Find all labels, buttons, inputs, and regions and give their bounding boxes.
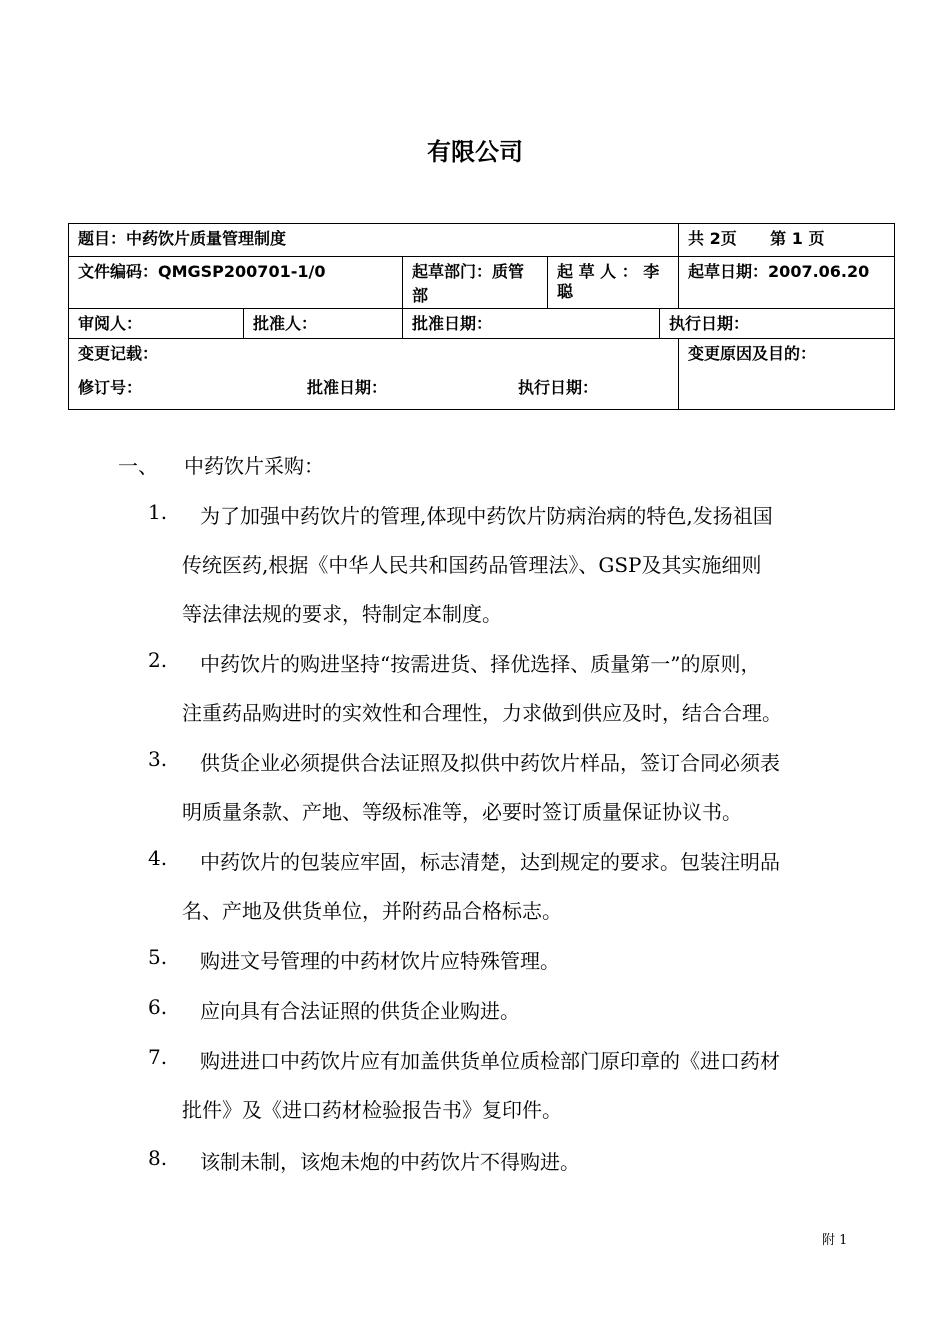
item-text-line: 供货企业必须提供合法证照及拟供中药饮片样品，签订合同必须表 <box>200 751 780 775</box>
change-reason-cell: 变更原因及目的： <box>679 339 895 410</box>
approve-date-cell: 批准日期： <box>403 309 660 339</box>
document-title: 有限公司 <box>427 138 523 166</box>
approver-cell: 批准人： <box>244 309 403 339</box>
page-count-cell: 共 2页 第 1 页 <box>679 224 895 257</box>
item-number: 7. <box>148 1045 168 1069</box>
section-number: 一、 <box>118 454 158 478</box>
item-number: 3. <box>148 747 168 771</box>
item-text-line: 购进进口中药饮片应有加盖供货单位质检部门原印章的《进口药材 <box>200 1049 780 1073</box>
section-title: 中药饮片采购： <box>184 454 324 478</box>
item-text-line: 批件》及《进口药材检验报告书》复印件。 <box>182 1098 562 1122</box>
item-text-line: 注重药品购进时的实效性和合理性，力求做到供应及时，结合合理。 <box>182 701 782 725</box>
item-text-line: 等法律法规的要求，特制定本制度。 <box>182 602 502 626</box>
drafter-line-1: 起 草 人 ： 李 <box>557 262 660 281</box>
item-text-line: 传统医药,根据《中华人民共和国药品管理法》、GSP及其实施细则 <box>182 553 762 577</box>
item-text-line: 中药饮片的包装应牢固，标志清楚，达到规定的要求。包装注明品 <box>200 850 780 874</box>
change-record-label: 变更记载： <box>78 344 159 363</box>
item-number: 2. <box>148 648 168 672</box>
item-text-line: 明质量条款、产地、等级标准等，必要时签订质量保证协议书。 <box>182 800 742 824</box>
item-number: 8. <box>148 1146 168 1170</box>
drafter-line-2: 聪 <box>557 282 574 301</box>
item-number: 4. <box>148 846 168 870</box>
item-number: 6. <box>148 995 168 1019</box>
item-text-line: 名、产地及供货单位，并附药品合格标志。 <box>182 899 562 923</box>
exec-date-cell: 执行日期： <box>660 309 895 339</box>
draft-dept-cell: 起草部门：质管部 <box>403 257 548 309</box>
change-approve-date-label: 批准日期： <box>307 378 388 397</box>
item-text-line: 应向具有合法证照的供货企业购进。 <box>200 999 520 1023</box>
item-text-line: 购进文号管理的中药材饮片应特殊管理。 <box>200 949 560 973</box>
item-number: 5. <box>148 945 168 969</box>
page-footer-label: 附 1 <box>822 1233 848 1248</box>
subject-cell: 题目：中药饮片质量管理制度 <box>69 224 679 257</box>
doc-code-cell: 文件编码：QMGSP200701-1/0 <box>69 257 403 309</box>
item-number: 1. <box>148 500 168 524</box>
item-text-line: 为了加强中药饮片的管理,体现中药饮片防病治病的特色,发扬祖国 <box>200 504 773 528</box>
item-text-line: 中药饮片的购进坚持“按需进货、择优选择、质量第一”的原则， <box>200 652 761 676</box>
revision-no-label: 修订号： <box>78 378 143 397</box>
reviewer-cell: 审阅人： <box>69 309 244 339</box>
draft-date-cell: 起草日期：2007.06.20 <box>679 257 895 309</box>
item-text-line: 该制未制，该炮未炮的中药饮片不得购进。 <box>200 1150 580 1174</box>
change-exec-date-label: 执行日期： <box>518 378 599 397</box>
